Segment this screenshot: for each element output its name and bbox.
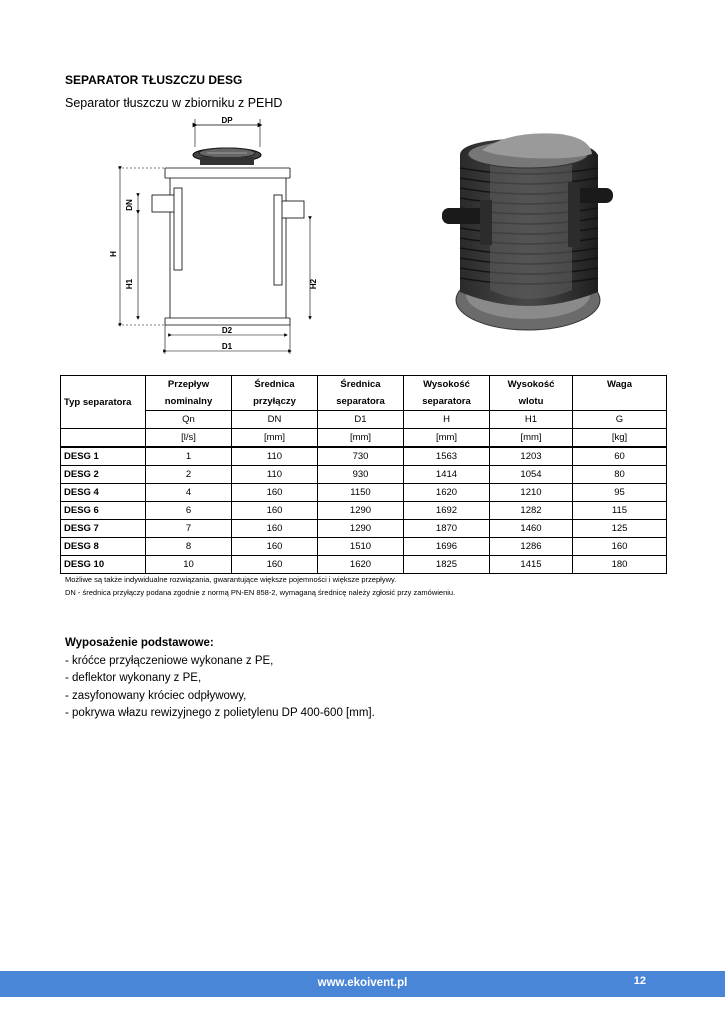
row-value: 115 (573, 502, 667, 520)
label-h1: H1 (125, 278, 134, 290)
row-value: 1 (146, 447, 232, 466)
row-value: 80 (573, 466, 667, 484)
equipment-heading: Wyposażenie podstawowe: (65, 637, 214, 649)
row-value: 125 (573, 520, 667, 538)
row-value: 4 (146, 484, 232, 502)
symbol-h1: H1 (490, 411, 573, 429)
table-row (61, 556, 667, 574)
row-value: 7 (146, 520, 232, 538)
table-notes (65, 573, 455, 599)
header-flow: Przepływ nominalny (146, 376, 232, 411)
label-d1: D1 (221, 342, 233, 351)
table-row (61, 466, 667, 484)
equipment-item: - zasyfonowany króciec odpływowy, (65, 689, 247, 702)
unit-qn: [l/s] (146, 429, 232, 448)
unit-g: [kg] (573, 429, 667, 448)
unit-h: [mm] (404, 429, 490, 448)
table-row (61, 484, 667, 502)
row-value: 1414 (404, 466, 490, 484)
row-value: 180 (573, 556, 667, 574)
table-row (61, 447, 667, 466)
table-symbol-row (61, 411, 667, 429)
row-value: 2 (146, 466, 232, 484)
tank-body (165, 168, 290, 325)
header-connection-diameter: Średnica przyłączy (232, 376, 318, 411)
unit-h1: [mm] (490, 429, 573, 448)
website-link[interactable]: www.ekoivent.pl (317, 977, 408, 989)
separator-technical-drawing (110, 113, 320, 355)
symbol-qn: Qn (146, 411, 232, 429)
label-dp: DP (221, 116, 233, 125)
page-subtitle: Separator tłuszczu w zbiorniku z PEHD (65, 96, 283, 110)
row-type: DESG 4 (61, 484, 146, 502)
equipment-item: - króćce przyłączeniowe wykonane z PE, (65, 654, 274, 667)
label-dn: DN (125, 199, 134, 211)
symbol-h: H (404, 411, 490, 429)
manhole-cover (193, 148, 261, 165)
row-value: 160 (232, 520, 318, 538)
row-type: DESG 10 (61, 556, 146, 574)
label-h: H (109, 251, 118, 257)
row-value: 10 (146, 556, 232, 574)
specification-table (60, 375, 667, 574)
label-h2: H2 (309, 278, 318, 290)
row-value: 1563 (404, 447, 490, 466)
row-value: 1286 (490, 538, 573, 556)
symbol-g: G (573, 411, 667, 429)
header-type: Typ separatora (61, 376, 146, 429)
row-value: 8 (146, 538, 232, 556)
row-value: 1510 (318, 538, 404, 556)
table-row (61, 502, 667, 520)
row-value: 160 (232, 484, 318, 502)
row-value: 1290 (318, 520, 404, 538)
page-number: 12 (633, 975, 646, 987)
row-value: 160 (232, 502, 318, 520)
row-value: 110 (232, 466, 318, 484)
separator-cutaway-image (440, 120, 615, 345)
row-value: 6 (146, 502, 232, 520)
unit-dn: [mm] (232, 429, 318, 448)
unit-d1: [mm] (318, 429, 404, 448)
row-value: 160 (232, 556, 318, 574)
page-footer (0, 971, 725, 997)
standard-equipment (65, 635, 375, 723)
header-separator-diameter: Średnica separatora (318, 376, 404, 411)
row-value: 1282 (490, 502, 573, 520)
dp-dimension (195, 116, 260, 147)
row-value: 1825 (404, 556, 490, 574)
table-unit-row (61, 429, 667, 448)
row-value: 160 (232, 538, 318, 556)
row-value: 930 (318, 466, 404, 484)
row-value: 1415 (490, 556, 573, 574)
row-type: DESG 2 (61, 466, 146, 484)
outlet-pipe (274, 195, 304, 285)
label-d2: D2 (221, 326, 233, 335)
header-inlet-height: Wysokość wlotu (490, 376, 573, 411)
row-value: 95 (573, 484, 667, 502)
row-type: DESG 6 (61, 502, 146, 520)
row-value: 1054 (490, 466, 573, 484)
symbol-d1: D1 (318, 411, 404, 429)
page-title: SEPARATOR TŁUSZCZU DESG (65, 73, 243, 87)
header-weight: Waga (573, 376, 667, 411)
row-value: 1150 (318, 484, 404, 502)
equipment-item: - pokrywa włazu rewizyjnego z polietylenu DP 400-600 [mm]. (65, 707, 375, 719)
row-value: 730 (318, 447, 404, 466)
equipment-item: - deflektor wykonany z PE, (65, 672, 202, 684)
table-row (61, 520, 667, 538)
row-value: 1870 (404, 520, 490, 538)
row-value: 1203 (490, 447, 573, 466)
row-value: 110 (232, 447, 318, 466)
row-value: 160 (573, 538, 667, 556)
table-row (61, 538, 667, 556)
row-value: 60 (573, 447, 667, 466)
row-value: 1290 (318, 502, 404, 520)
table-header-row (61, 376, 667, 411)
row-type: DESG 1 (61, 447, 146, 466)
inlet-pipe (152, 188, 182, 270)
row-type: DESG 7 (61, 520, 146, 538)
row-value: 1696 (404, 538, 490, 556)
row-value: 1620 (318, 556, 404, 574)
row-value: 1460 (490, 520, 573, 538)
row-value: 1620 (404, 484, 490, 502)
row-value: 1692 (404, 502, 490, 520)
header-separator-height: Wysokość separatora (404, 376, 490, 411)
row-value: 1210 (490, 484, 573, 502)
row-type: DESG 8 (61, 538, 146, 556)
symbol-dn: DN (232, 411, 318, 429)
note-custom-solutions: Możliwe są także indywidualne rozwiązania, gwarantujące większe pojemności i większe przepływy. (65, 575, 397, 584)
note-dn-definition: DN - średnica przyłączy podana zgodnie z normą PN-EN 858-2, wymaganą średnicę należy zgłosić przy zamówieniu. (65, 588, 456, 597)
